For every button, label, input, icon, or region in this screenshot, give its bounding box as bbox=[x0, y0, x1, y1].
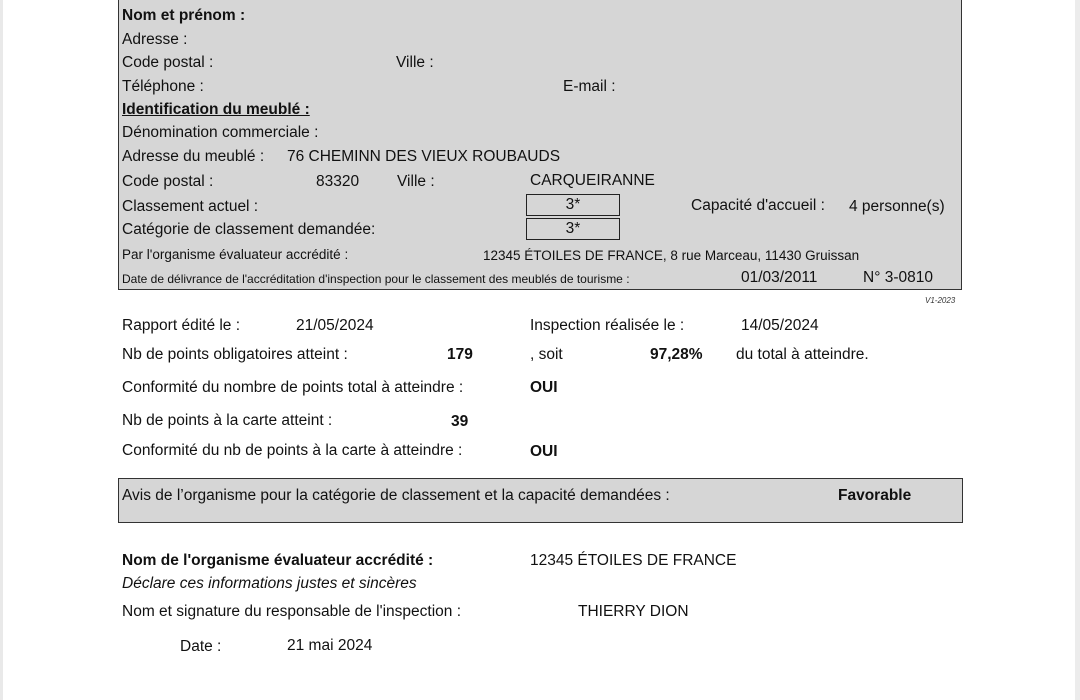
responsable-label: Nom et signature du responsable de l'inspection : bbox=[122, 603, 461, 620]
nom-prenom-label: Nom et prénom : bbox=[122, 7, 246, 24]
identification-meuble-heading: Identification du meublé : bbox=[122, 101, 310, 118]
total-label: du total à atteindre. bbox=[736, 346, 869, 363]
inspection-date: 14/05/2024 bbox=[741, 317, 819, 334]
points-carte-label: Nb de points à la carte atteint : bbox=[122, 412, 333, 429]
categorie-demandee-label: Catégorie de classement demandée: bbox=[122, 221, 376, 238]
ville-meuble-label: Ville : bbox=[397, 173, 435, 190]
categorie-demandee-value: 3* bbox=[526, 218, 620, 240]
accreditation-date: 01/03/2011 bbox=[741, 269, 818, 286]
points-obligatoires-value: 179 bbox=[447, 346, 473, 363]
percentage-value: 97,28% bbox=[650, 346, 703, 363]
page-edge-right bbox=[1075, 0, 1080, 700]
conformite-carte-value: OUI bbox=[530, 443, 558, 460]
adresse-label: Adresse : bbox=[122, 31, 188, 48]
conformite-total-label: Conformité du nombre de points total à atteindre : bbox=[122, 379, 464, 396]
date-value: 21 mai 2024 bbox=[287, 637, 373, 654]
points-obligatoires-label: Nb de points obligatoires atteint : bbox=[122, 346, 348, 363]
page-edge-left bbox=[0, 0, 3, 700]
declaration-text: Déclare ces informations justes et sincères bbox=[122, 575, 417, 592]
version-tag: V1-2023 bbox=[925, 296, 956, 305]
organisme-label: Par l'organisme évaluateur accrédité : bbox=[122, 247, 349, 262]
classement-actuel-value: 3* bbox=[526, 194, 620, 216]
organisme-declaration-label: Nom de l'organisme évaluateur accrédité : bbox=[122, 552, 434, 569]
date-label: Date : bbox=[180, 638, 222, 655]
denomination-label: Dénomination commerciale : bbox=[122, 124, 319, 141]
capacite-value: 4 personne(s) bbox=[849, 198, 945, 215]
accreditation-label: Date de délivrance de l'accréditation d'inspection pour le classement des meublés de tourisme : bbox=[122, 272, 630, 286]
conformite-total-value: OUI bbox=[530, 379, 558, 396]
code-postal-meuble-value: 83320 bbox=[316, 173, 360, 190]
avis-label: Avis de l’organisme pour la catégorie de classement et la capacité demandées : bbox=[122, 487, 670, 504]
rapport-label: Rapport édité le : bbox=[122, 317, 241, 334]
inspection-label: Inspection réalisée le : bbox=[530, 317, 685, 334]
organisme-declaration-value: 12345 ÉTOILES DE FRANCE bbox=[530, 552, 737, 569]
adresse-meuble-label: Adresse du meublé : bbox=[122, 148, 265, 165]
code-postal-label: Code postal : bbox=[122, 54, 214, 71]
classement-actuel-label: Classement actuel : bbox=[122, 198, 259, 215]
organisme-value: 12345 ÉTOILES DE FRANCE, 8 rue Marceau, 11430 Gruissan bbox=[483, 248, 860, 263]
adresse-meuble-value: 76 CHEMINN DES VIEUX ROUBAUDS bbox=[287, 148, 561, 165]
points-carte-value: 39 bbox=[451, 413, 469, 430]
ville-label: Ville : bbox=[396, 54, 434, 71]
email-label: E-mail : bbox=[563, 78, 616, 95]
rapport-date: 21/05/2024 bbox=[296, 317, 374, 334]
conformite-carte-label: Conformité du nb de points à la carte à atteindre : bbox=[122, 442, 463, 459]
accreditation-number: N° 3-0810 bbox=[863, 269, 933, 286]
ville-meuble-value: CARQUEIRANNE bbox=[530, 172, 655, 189]
soit-label: , soit bbox=[530, 346, 563, 363]
responsable-value: THIERRY DION bbox=[578, 603, 689, 620]
capacite-label: Capacité d'accueil : bbox=[691, 197, 825, 214]
avis-value: Favorable bbox=[838, 487, 912, 504]
telephone-label: Téléphone : bbox=[122, 78, 204, 95]
code-postal-meuble-label: Code postal : bbox=[122, 173, 214, 190]
